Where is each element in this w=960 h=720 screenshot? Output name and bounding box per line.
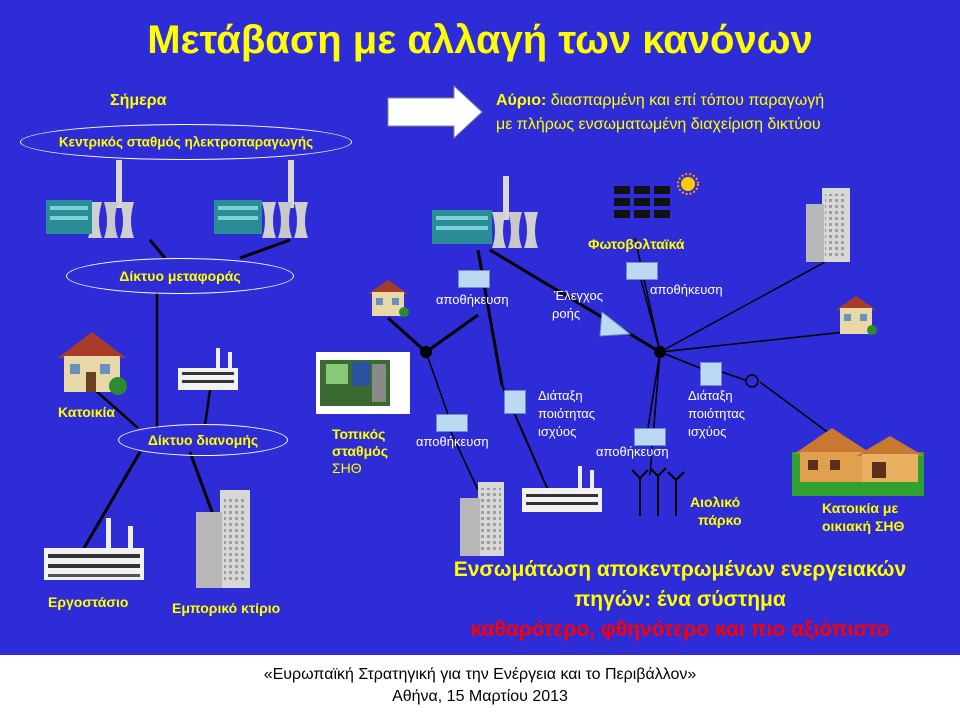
storage-box-1 (458, 270, 490, 288)
power-quality-box-2 (700, 362, 722, 386)
footer-event-date: Αθήνα, 15 Μαρτίου 2013 (392, 688, 568, 705)
power-quality-2-line-3: ισχύος (688, 424, 727, 439)
power-quality-1-line-3: ισχύος (538, 424, 577, 439)
transmission-label: Δίκτυο μεταφοράς (119, 268, 241, 284)
factory-label: Εργοστάσιο (48, 594, 129, 610)
wind-label-1: Αιολικό (690, 494, 741, 510)
sun-icon (678, 174, 698, 194)
right-house-2-icon (836, 296, 877, 335)
house-icon (58, 332, 127, 395)
chp-label-2: σταθμός (332, 443, 389, 459)
today-label: Σήμερα (110, 92, 167, 109)
tomorrow-line-1 (496, 92, 824, 110)
home-chp-label-2: οικιακή ΣΗΘ (822, 518, 905, 534)
storage-label-1: αποθήκευση (436, 292, 509, 307)
tomorrow-text-1: διασπαρμένη και επί τόπου παραγωγή (546, 92, 825, 109)
house-label: Κατοικία (58, 404, 115, 420)
chp-label-3: ΣΗΘ (332, 460, 362, 476)
transmission-ellipse (66, 258, 294, 294)
flow-control-icon (600, 312, 630, 336)
pv-label: Φωτοβολταϊκά (588, 236, 685, 252)
storage-label-3: αποθήκευση (416, 434, 489, 449)
conclusion-line-1: Ενσωμάτωση αποκεντρωμένων ενεργειακών (453, 558, 907, 581)
flow-control-label-1: Έλεγχος (554, 288, 603, 303)
commercial-label: Εμπορικό κτίριο (172, 600, 281, 616)
flow-control-label-2: ροής (552, 306, 581, 321)
line-plant2-transmission (240, 240, 290, 258)
storage-box-2 (626, 262, 658, 280)
line-distribution-commercial (190, 452, 215, 520)
distribution-label: Δίκτυο διανομής (147, 432, 259, 448)
power-quality-1-line-2: ποιότητας (538, 406, 596, 421)
line-smallfactory-distribution (205, 390, 210, 425)
footer-event-title: «Ευρωπαϊκή Στρατηγική για την Ενέργεια και το Περιβάλλον» (263, 666, 697, 683)
chp-unit-icon (316, 352, 410, 414)
house-chp-icon (792, 428, 924, 496)
central-station-label: Κεντρικός σταθμός ηλεκτροπαραγωγής (58, 134, 314, 150)
commercial-building-icon (196, 490, 250, 588)
storage-box-3 (436, 414, 468, 432)
storage-label-2: αποθήκευση (650, 282, 723, 297)
right-power-plant-icon (432, 176, 538, 248)
power-plant-1-icon (46, 160, 134, 238)
power-quality-box-1 (504, 390, 526, 414)
wind-label-2: πάρκο (698, 512, 742, 528)
right-factory-icon (522, 466, 602, 512)
home-chp-label-1: Κατοικία με (822, 500, 899, 516)
pv-panels-icon (614, 186, 670, 218)
tomorrow-text-2: με πλήρως ενσωματωμένη διαχείριση δικτύου (496, 116, 821, 133)
conclusion-line-2: πηγών: ένα σύστημα (574, 588, 786, 611)
small-factory-icon (178, 348, 238, 390)
right-house-1-icon (368, 280, 409, 317)
line-plant1-transmission (150, 240, 165, 258)
factory-icon (44, 518, 144, 580)
tomorrow-label: Αύριο: (496, 92, 547, 109)
power-quality-2-line-1: Διάταξη (688, 388, 733, 403)
power-quality-1-line-1: Διάταξη (538, 388, 583, 403)
right-tower-icon (806, 188, 850, 262)
storage-label-4: αποθήκευση (596, 444, 669, 459)
arrow-right-icon (388, 86, 482, 138)
central-station-ellipse (20, 124, 352, 160)
conclusion-highlight: καθαρότερο, φθηνότερο και πιο αξιόπιστο (470, 618, 890, 641)
power-plant-2-icon (214, 160, 308, 238)
chp-label-1: Τοπικός (332, 426, 386, 442)
right-office-icon (460, 482, 504, 556)
distribution-ellipse (118, 424, 288, 456)
wind-turbines-icon (632, 468, 684, 516)
slide-title: Μετάβαση με αλλαγή των κανόνων (147, 18, 813, 62)
power-quality-2-line-2: ποιότητας (688, 406, 746, 421)
